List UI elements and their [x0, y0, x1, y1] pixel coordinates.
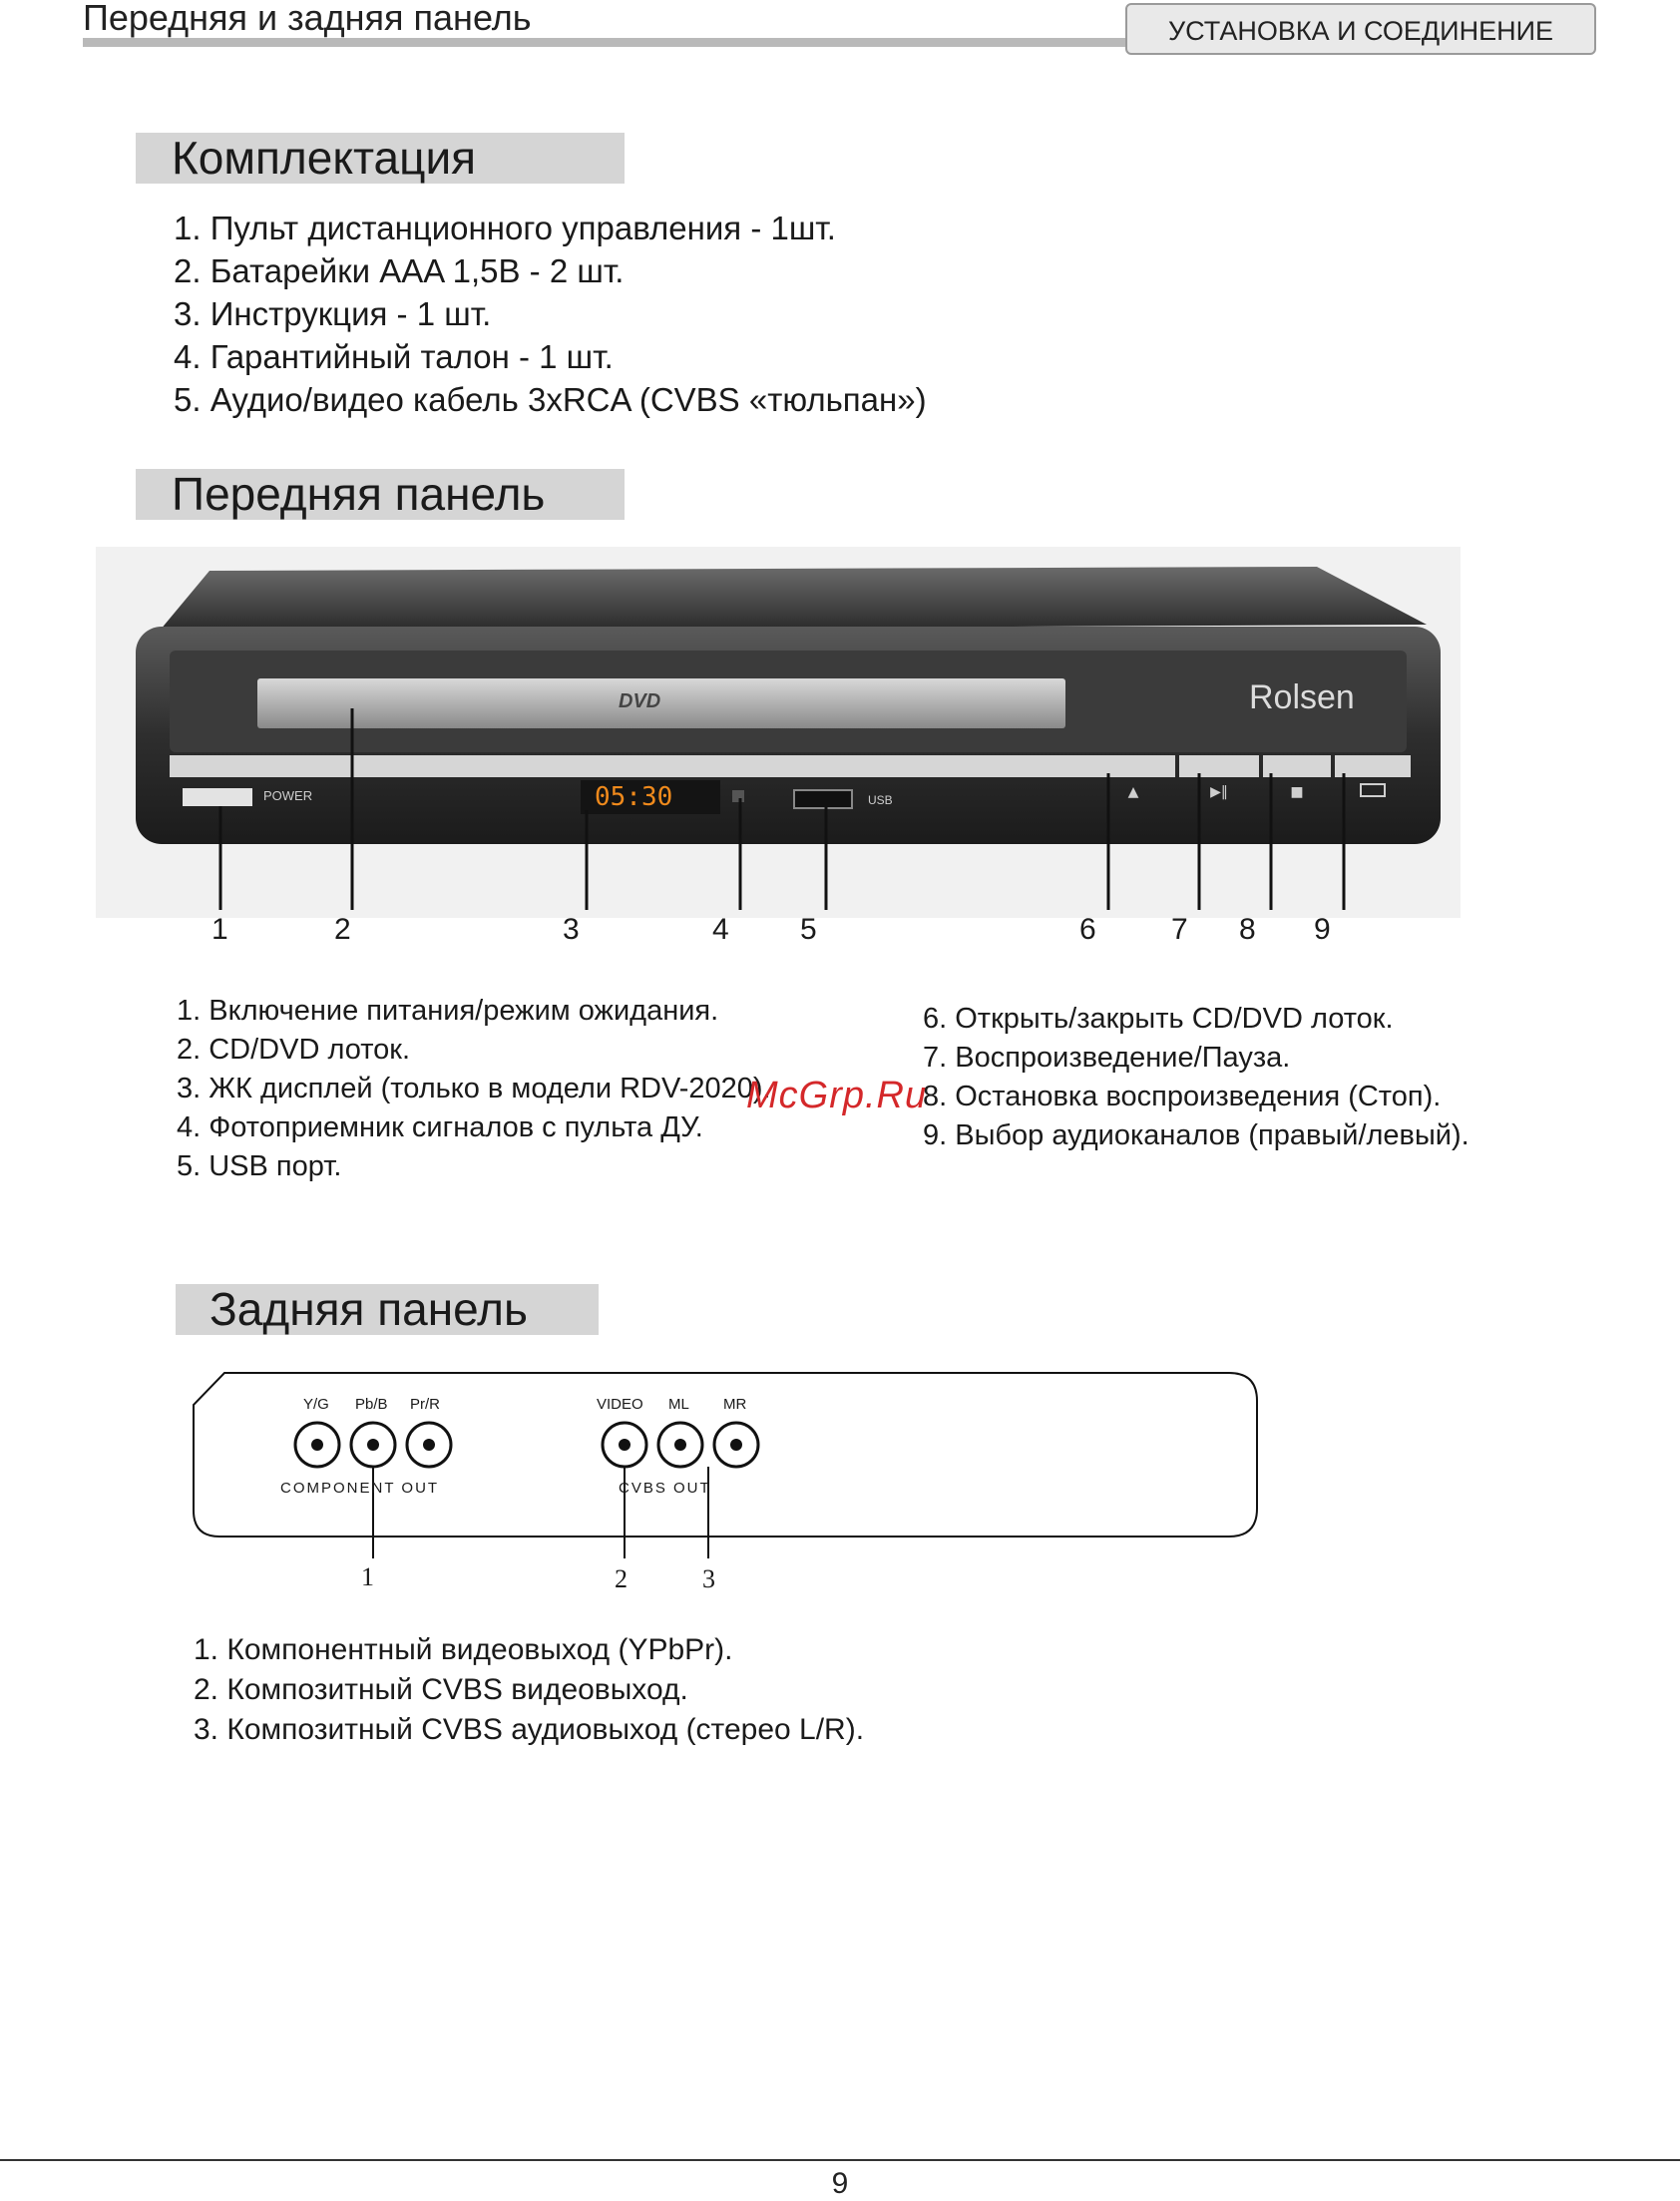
usb-label: USB	[868, 793, 893, 807]
list-item: 2. Батарейки AAA 1,5В - 2 шт.	[174, 252, 625, 289]
callout-number: 3	[563, 913, 580, 946]
list-item: 1. Пульт дистанционного управления - 1шт.	[174, 210, 836, 246]
jack-center	[730, 1439, 742, 1451]
callout-number: 4	[712, 913, 729, 946]
list-item: 4. Гарантийный талон - 1 шт.	[174, 338, 614, 375]
callout-number: 6	[1079, 913, 1096, 946]
list-item: 8. Остановка воспроизведения (Стоп).	[923, 1081, 1442, 1112]
stop-button[interactable]	[1263, 755, 1331, 777]
callout-number: 2	[615, 1564, 628, 1593]
callout-number: 3	[702, 1564, 715, 1593]
power-label: POWER	[263, 788, 313, 803]
jack-label: Y/G	[303, 1396, 329, 1413]
rear-list	[194, 1630, 864, 1750]
list-item: 3. Инструкция - 1 шт.	[174, 295, 492, 332]
ir-receiver	[732, 790, 744, 802]
jack-center	[674, 1439, 686, 1451]
jack-center	[619, 1439, 630, 1451]
list-item: 2. CD/DVD лоток.	[177, 1034, 411, 1066]
list-item: 9. Выбор аудиоканалов (правый/левый).	[923, 1119, 1470, 1151]
cvbs-out-label: CVBS OUT	[619, 1480, 711, 1497]
list-item: 6. Открыть/закрыть CD/DVD лоток.	[923, 1003, 1394, 1035]
callout-number: 7	[1171, 913, 1188, 946]
stop-icon: ■	[1290, 784, 1304, 800]
callout-number: 9	[1314, 913, 1331, 946]
tray-label: DVD	[619, 690, 661, 712]
jack-center	[423, 1439, 435, 1451]
page-header-title: Передняя и задняя панель	[83, 0, 532, 38]
list-item: 4. Фотоприемник сигналов с пульта ДУ.	[177, 1111, 703, 1143]
jack-center	[311, 1439, 323, 1451]
usb-port	[794, 790, 852, 808]
list-item: 5. USB порт.	[177, 1150, 342, 1182]
front-heading: Передняя панель	[136, 469, 625, 520]
play-pause-button[interactable]	[1179, 755, 1259, 777]
audio-channel-button[interactable]	[1335, 755, 1411, 777]
component-out-label: COMPONENT OUT	[280, 1480, 440, 1497]
list-item: 1. Включение питания/режим ожидания.	[177, 995, 719, 1027]
eject-icon: ▲	[1127, 784, 1139, 800]
jack-label: Pb/B	[355, 1396, 388, 1413]
jack-label: VIDEO	[597, 1396, 643, 1413]
jack-label: Pr/R	[410, 1396, 440, 1413]
list-item: 5. Аудио/видео кабель 3xRCA (CVBS «тюльпан»)	[174, 381, 927, 418]
list-item: 1. Компонентный видеовыход (YPbPr).	[194, 1633, 733, 1666]
list-item: 2. Композитный CVBS видеовыход.	[194, 1673, 688, 1706]
footer-rule	[0, 2159, 1680, 2161]
front-list-right	[923, 1000, 1470, 1155]
section-badge: УСТАНОВКА И СОЕДИНЕНИЕ	[1125, 3, 1596, 55]
play-pause-icon: ▶‖	[1210, 784, 1228, 800]
jack-label: MR	[723, 1396, 747, 1413]
disc-tray	[257, 678, 1065, 728]
front-list-left	[177, 992, 771, 1186]
callout-number: 2	[334, 913, 351, 946]
brand-logo: Rolsen	[1249, 678, 1355, 716]
list-item: 7. Воспроизведение/Пауза.	[923, 1042, 1291, 1074]
list-item: 3. ЖК дисплей (только в модели RDV-2020).	[177, 1073, 771, 1104]
page-number: 9	[831, 2167, 849, 2200]
callout-number: 5	[800, 913, 817, 946]
callout-number: 1	[211, 913, 228, 946]
jack-center	[367, 1439, 379, 1451]
device-top	[160, 567, 1427, 631]
rear-heading: Задняя панель	[176, 1284, 599, 1335]
list-item: 3. Композитный CVBS аудиовыход (стерео L/R).	[194, 1713, 865, 1746]
jack-label: ML	[668, 1396, 689, 1413]
power-button[interactable]	[183, 788, 252, 806]
callout-number: 1	[361, 1562, 374, 1591]
kit-heading: Комплектация	[136, 133, 625, 184]
display-time: 05:30	[595, 782, 673, 812]
watermark: McGrp.Ru	[746, 1075, 928, 1116]
open-close-button[interactable]	[1091, 755, 1175, 777]
silver-stripe	[170, 755, 1091, 777]
callout-number: 8	[1239, 913, 1256, 946]
